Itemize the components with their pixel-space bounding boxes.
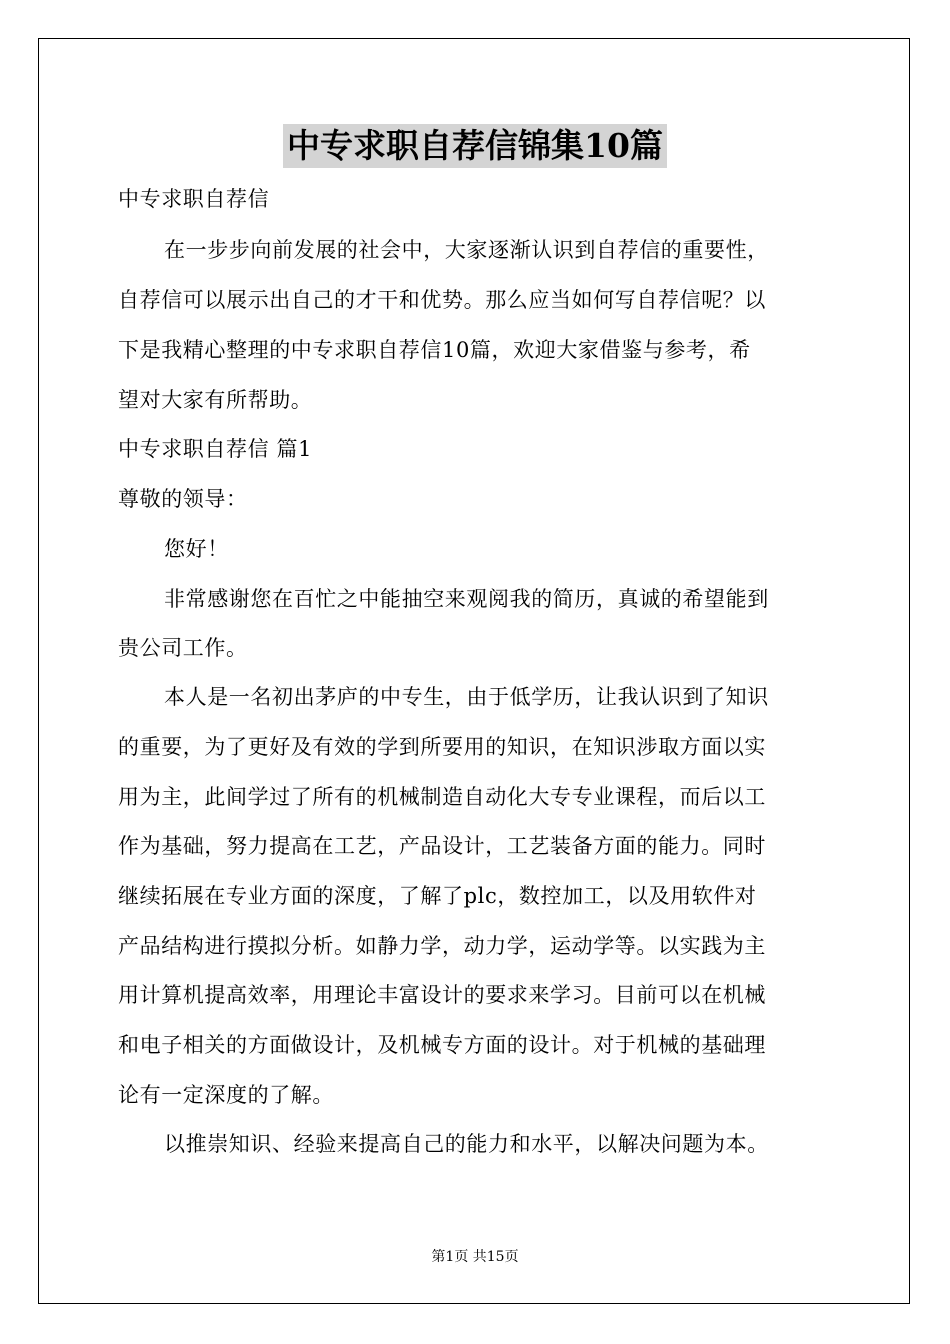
paragraph-line: 本人是一名初出茅庐的中专生，由于低学历，让我认识到了知识 <box>164 685 769 709</box>
paragraph-line: 继续拓展在专业方面的深度，了解了plc，数控加工，以及用软件对 <box>118 884 757 908</box>
greeting: 您好！ <box>164 537 229 561</box>
paragraph-line: 产品结构进行摸拟分析。如静力学，动力学，运动学等。以实践为主 <box>118 934 766 958</box>
paragraph-line: 以推崇知识、经验来提高自己的能力和水平，以解决问题为本。 <box>164 1132 769 1156</box>
paragraph-line: 非常感谢您在百忙之中能抽空来观阅我的简历，真诚的希望能到 <box>164 587 769 611</box>
paragraph-line-heading: 中专求职自荐信 <box>118 187 270 211</box>
paragraph-line: 用为主，此间学过了所有的机械制造自动化大专专业课程，而后以工 <box>118 785 766 809</box>
paragraph-line: 下是我精心整理的中专求职自荐信10篇，欢迎大家借鉴与参考，希 <box>118 338 751 362</box>
page-border <box>38 38 910 1304</box>
paragraph-line: 用计算机提高效率，用理论丰富设计的要求来学习。目前可以在机械 <box>118 983 766 1007</box>
paragraph-line: 和电子相关的方面做设计，及机械专方面的设计。对于机械的基础理 <box>118 1033 766 1057</box>
paragraph-line: 贵公司工作。 <box>118 636 248 660</box>
paragraph-line: 在一步步向前发展的社会中，大家逐渐认识到自荐信的重要性， <box>164 238 769 262</box>
paragraph-line: 作为基础，努力提高在工艺，产品设计，工艺装备方面的能力。同时 <box>118 834 766 858</box>
paragraph-line: 论有一定深度的了解。 <box>118 1083 334 1107</box>
document-title: 中专求职自荐信锦集10篇 <box>283 124 667 168</box>
page-footer: 第1页 共15页 <box>431 1249 519 1265</box>
salutation: 尊敬的领导： <box>118 487 248 511</box>
title-container <box>0 124 950 168</box>
section-heading: 中专求职自荐信 篇1 <box>118 437 313 461</box>
paragraph-line: 望对大家有所帮助。 <box>118 388 313 412</box>
paragraph-line: 自荐信可以展示出自己的才干和优势。那么应当如何写自荐信呢？以 <box>118 288 766 312</box>
paragraph-line: 的重要，为了更好及有效的学到所要用的知识，在知识涉取方面以实 <box>118 735 766 759</box>
